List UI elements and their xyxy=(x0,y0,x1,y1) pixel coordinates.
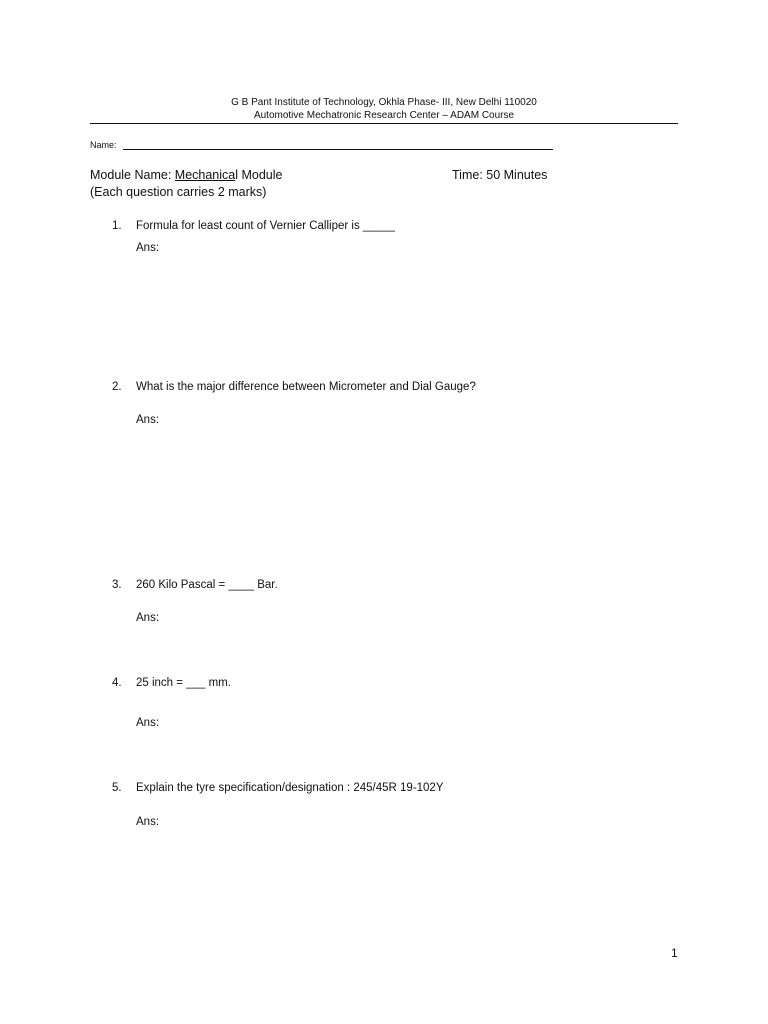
question-text: 25 inch = ___ mm. xyxy=(136,677,231,689)
answer-label-5: Ans: xyxy=(136,816,160,828)
question-5 xyxy=(112,782,444,794)
answer-blank: ___ xyxy=(186,677,206,689)
header-rule xyxy=(90,123,678,124)
answer-blank: _____ xyxy=(362,220,395,232)
question-text: 260 Kilo Pascal = ____ Bar. xyxy=(136,579,278,591)
question-number: 1. xyxy=(112,220,122,232)
time-limit: Time: 50 Minutes xyxy=(452,168,548,182)
question-text: Explain the tyre specification/designation : 245/45R 19-102Y xyxy=(136,782,444,794)
module-name xyxy=(90,168,282,182)
question-number: 3. xyxy=(112,579,122,591)
name-field-row xyxy=(90,140,553,150)
module-name-underlined: Mechanica xyxy=(174,168,236,182)
module-name-rest: l Module xyxy=(235,168,283,182)
module-label: Module Name: xyxy=(90,168,172,182)
name-label: Name: xyxy=(90,140,117,150)
question-text: Formula for least count of Vernier Calliper is _____ xyxy=(136,220,395,232)
question-4 xyxy=(112,677,231,689)
answer-label-3: Ans: xyxy=(136,612,160,624)
page-number: 1 xyxy=(671,946,678,960)
question-1 xyxy=(112,220,395,232)
question-2 xyxy=(112,381,476,393)
question-number: 4. xyxy=(112,677,122,689)
institute-header: G B Pant Institute of Technology, Okhla Phase- III, New Delhi 110020 xyxy=(231,97,537,108)
question-number: 2. xyxy=(112,381,122,393)
question-3 xyxy=(112,579,278,591)
course-header: Automotive Mechatronic Research Center – ADAM Course xyxy=(253,110,515,121)
name-field[interactable] xyxy=(123,141,553,150)
answer-blank: ____ xyxy=(228,579,254,591)
question-number: 5. xyxy=(112,782,122,794)
question-text: What is the major difference between Micrometer and Dial Gauge? xyxy=(136,381,476,393)
marks-note: (Each question carries 2 marks) xyxy=(90,185,267,199)
answer-label-2: Ans: xyxy=(136,414,160,426)
answer-label-4: Ans: xyxy=(136,717,160,729)
answer-label-1: Ans: xyxy=(136,242,160,254)
